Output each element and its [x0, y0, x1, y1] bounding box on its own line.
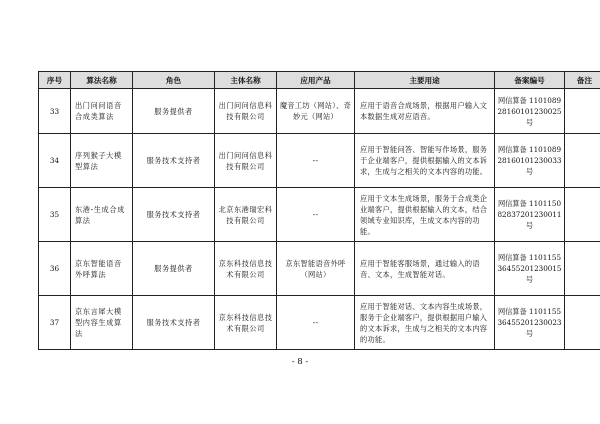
table-header-row [39, 72, 600, 89]
header-algorithm-name: 算法名称 [71, 72, 133, 89]
cell-main-purpose: 应用于智能客服场景，通过输入的语音、文本，生成智能对话。 [355, 242, 495, 296]
cell-entity-name: 出门问问信息科技有限公司 [215, 134, 277, 188]
cell-seq: 34 [39, 134, 71, 188]
cell-remark [565, 188, 600, 242]
cell-main-purpose: 应用于智能问答、智能写作场景，服务于企业端客户，提供根据输入的文本诉求，生成与之相关的文本内容的功能。 [355, 134, 495, 188]
cell-filing-number: 网信算备 110115536455201230015 号 [495, 242, 565, 296]
cell-role: 服务提供者 [133, 89, 215, 134]
cell-main-purpose: 应用于智能对话、文本内容生成场景，服务于企业端客户，提供根据用户输入的文本诉求，生成与之相关的文本内容的功能。 [355, 296, 495, 350]
cell-remark [565, 89, 600, 134]
header-filing-number: 备案编号 [495, 72, 565, 89]
cell-seq: 36 [39, 242, 71, 296]
page-number: - 8 - [291, 357, 309, 367]
cell-algorithm-name: 东港-生成合成算法 [71, 188, 133, 242]
cell-remark [565, 134, 600, 188]
cell-role: 服务技术支持者 [133, 188, 215, 242]
cell-application-product: -- [277, 134, 355, 188]
cell-application-product: 京东智能语音外呼（网站） [277, 242, 355, 296]
cell-seq: 37 [39, 296, 71, 350]
cell-role: 服务技术支持者 [133, 134, 215, 188]
cell-filing-number: 网信算备 110108928160101230025 号 [495, 89, 565, 134]
table-row [39, 296, 600, 350]
cell-entity-name: 京东科技信息技术有限公司 [215, 296, 277, 350]
cell-seq: 33 [39, 89, 71, 134]
table-row [39, 134, 600, 188]
cell-entity-name: 京东科技信息技术有限公司 [215, 242, 277, 296]
cell-algorithm-name: 出门问问语音合成类算法 [71, 89, 133, 134]
cell-role: 服务技术支持者 [133, 296, 215, 350]
cell-remark [565, 242, 600, 296]
cell-filing-number: 网信算备 110108928160101230033 号 [495, 134, 565, 188]
cell-role: 服务提供者 [133, 242, 215, 296]
cell-seq: 35 [39, 188, 71, 242]
table-row [39, 89, 600, 134]
header-seq: 序号 [39, 72, 71, 89]
cell-application-product: -- [277, 296, 355, 350]
cell-entity-name: 出门问问信息科技有限公司 [215, 89, 277, 134]
cell-algorithm-name: 序列猴子大模型算法 [71, 134, 133, 188]
header-main-purpose: 主要用途 [355, 72, 495, 89]
cell-filing-number: 网信算备 110115536455201230023 号 [495, 296, 565, 350]
header-remark: 备注 [565, 72, 600, 89]
cell-algorithm-name: 京东言犀大模型内容生成算法 [71, 296, 133, 350]
cell-remark [565, 296, 600, 350]
header-application-product: 应用产品 [277, 72, 355, 89]
algorithm-filing-table [38, 71, 600, 350]
cell-main-purpose: 应用于语音合成场景，根据用户输入文本数据生成对应语音。 [355, 89, 495, 134]
table-row [39, 242, 600, 296]
cell-main-purpose: 应用于文本生成场景，服务于合成类企业端客户，提供根据输入的文本，结合领域专业知识库，生成文本内容的功能。 [355, 188, 495, 242]
cell-entity-name: 北京东港瑞宏科技有限公司 [215, 188, 277, 242]
header-role: 角色 [133, 72, 215, 89]
header-entity-name: 主体名称 [215, 72, 277, 89]
table-row [39, 188, 600, 242]
cell-application-product: -- [277, 188, 355, 242]
cell-filing-number: 网信算备 110115082837201230011 号 [495, 188, 565, 242]
cell-algorithm-name: 京东智能语音外呼算法 [71, 242, 133, 296]
cell-application-product: 魔音工坊（网站）、奇妙元（网站） [277, 89, 355, 134]
